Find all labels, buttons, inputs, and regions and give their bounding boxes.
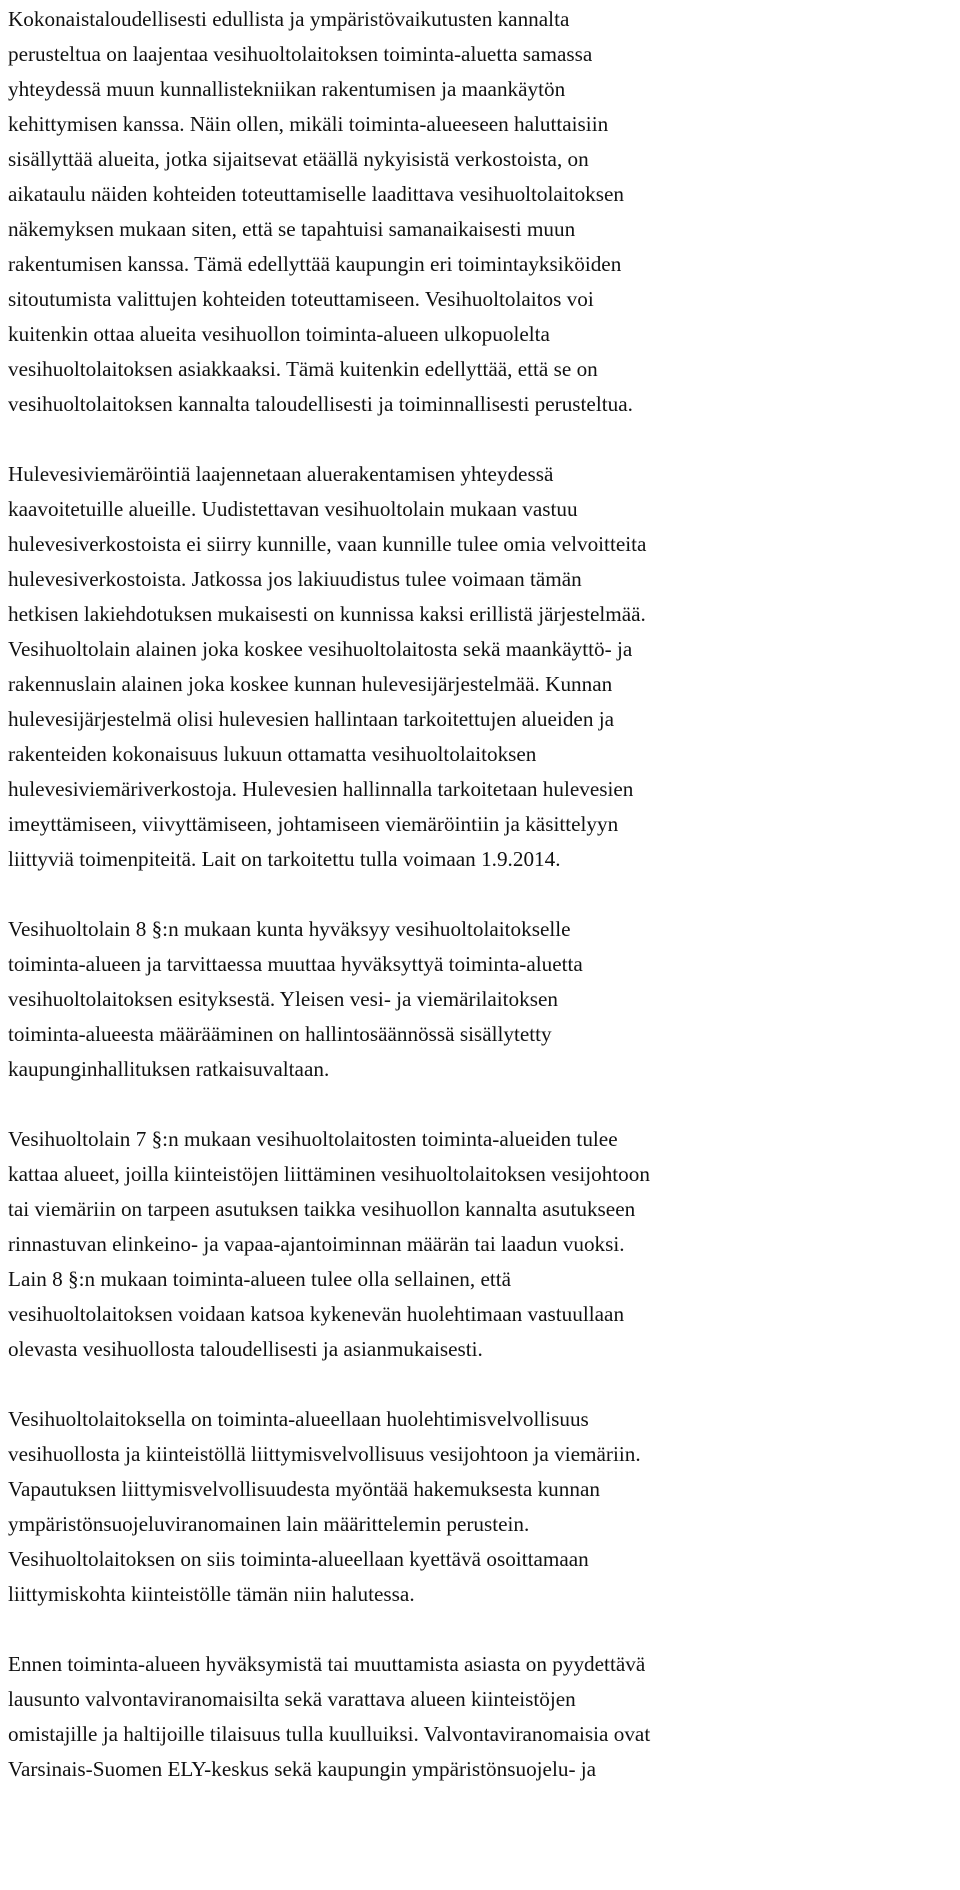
text-line: kaavoitetuille alueille. Uudistettavan vesihuoltolain mukaan vastuu xyxy=(8,497,578,521)
text-line: lausunto valvontaviranomaisilta sekä varattava alueen kiinteistöjen xyxy=(8,1687,576,1711)
text-line: omistajille ja haltijoille tilaisuus tulla kuulluiksi. Valvontaviranomaisia ovat xyxy=(8,1722,651,1746)
text-line: Kokonaistaloudellisesti edullista ja ympäristövaikutusten kannalta xyxy=(8,7,570,31)
text-line: hulevesiverkostoista. Jatkossa jos lakiuudistus tulee voimaan tämän xyxy=(8,567,582,591)
text-line: aikataulu näiden kohteiden toteuttamiselle laadittava vesihuoltolaitoksen xyxy=(8,182,625,206)
text-line: Hulevesiviemäröintiä laajennetaan aluerakentamisen yhteydessä xyxy=(8,462,554,486)
text-line: ympäristönsuojeluviranomainen lain määrittelemin perustein. xyxy=(8,1512,530,1536)
text-line: rakentumisen kanssa. Tämä edellyttää kaupungin eri toimintayksiköiden xyxy=(8,252,622,276)
paragraph-gap xyxy=(8,422,952,457)
text-line: rakenteiden kokonaisuus lukuun ottamatta vesihuoltolaitoksen xyxy=(8,742,537,766)
text-line: sisällyttää alueita, jotka sijaitsevat etäällä nykyisistä verkostoista, on xyxy=(8,147,589,171)
paragraph-gap xyxy=(8,1367,952,1402)
text-line: vesihuoltolaitoksen kannalta taloudellisesti ja toiminnallisesti perusteltua. xyxy=(8,392,633,416)
text-line: rakennuslain alainen joka koskee kunnan hulevesijärjestelmää. Kunnan xyxy=(8,672,613,696)
text-line: näkemyksen mukaan siten, että se tapahtuisi samanaikaisesti muun xyxy=(8,217,576,241)
text-line: kaupunginhallituksen ratkaisuvaltaan. xyxy=(8,1057,330,1081)
paragraph-gap xyxy=(8,1087,952,1122)
text-line: hulevesiviemäriverkostoja. Hulevesien hallinnalla tarkoitetaan hulevesien xyxy=(8,777,634,801)
text-line: Ennen toiminta-alueen hyväksymistä tai muuttamista asiasta on pyydettävä xyxy=(8,1652,646,1676)
text-line: vesihuollosta ja kiinteistöllä liittymisvelvollisuus vesijohtoon ja viemäriin. xyxy=(8,1442,641,1466)
paragraph-gap xyxy=(8,877,952,912)
text-line: Lain 8 §:n mukaan toiminta-alueen tulee olla sellainen, että xyxy=(8,1267,512,1291)
text-line: Vesihuoltolain 7 §:n mukaan vesihuoltolaitosten toiminta-alueiden tulee xyxy=(8,1127,618,1151)
paragraph xyxy=(8,912,952,1087)
text-line: yhteydessä muun kunnallistekniikan rakentumisen ja maankäytön xyxy=(8,77,566,101)
text-line: Vapautuksen liittymisvelvollisuudesta myöntää hakemuksesta kunnan xyxy=(8,1477,600,1501)
text-line: vesihuoltolaitoksen esityksestä. Yleisen vesi- ja viemärilaitoksen xyxy=(8,987,558,1011)
paragraph xyxy=(8,457,952,877)
text-line: toiminta-alueesta määrääminen on hallintosäännössä sisällytetty xyxy=(8,1022,552,1046)
paragraph xyxy=(8,1122,952,1367)
text-line: Vesihuoltolaitoksella on toiminta-alueellaan huolehtimisvelvollisuus xyxy=(8,1407,589,1431)
text-line: Vesihuoltolain 8 §:n mukaan kunta hyväksyy vesihuoltolaitokselle xyxy=(8,917,571,941)
text-line: toiminta-alueen ja tarvittaessa muuttaa hyväksyttyä toiminta-aluetta xyxy=(8,952,583,976)
text-line: Vesihuoltolaitoksen on siis toiminta-alueellaan kyettävä osoittamaan xyxy=(8,1547,589,1571)
paragraph xyxy=(8,2,952,422)
text-line: Varsinais-Suomen ELY-keskus sekä kaupungin ympäristönsuojelu- ja xyxy=(8,1757,597,1781)
paragraph xyxy=(8,1647,952,1787)
text-line: vesihuoltolaitoksen voidaan katsoa kykenevän huolehtimaan vastuullaan xyxy=(8,1302,625,1326)
text-line: kuitenkin ottaa alueita vesihuollon toiminta-alueen ulkopuolelta xyxy=(8,322,550,346)
paragraph-gap xyxy=(8,1612,952,1647)
text-line: kattaa alueet, joilla kiinteistöjen liittäminen vesihuoltolaitoksen vesijohtoon xyxy=(8,1162,650,1186)
text-line: Vesihuoltolain alainen joka koskee vesihuoltolaitosta sekä maankäyttö- ja xyxy=(8,637,633,661)
text-line: tai viemäriin on tarpeen asutuksen taikka vesihuollon kannalta asutukseen xyxy=(8,1197,636,1221)
text-line: hulevesijärjestelmä olisi hulevesien hallintaan tarkoitettujen alueiden ja xyxy=(8,707,614,731)
document-body xyxy=(8,2,952,1787)
text-line: hetkisen lakiehdotuksen mukaisesti on kunnissa kaksi erillistä järjestelmää. xyxy=(8,602,646,626)
text-line: rinnastuvan elinkeino- ja vapaa-ajantoiminnan määrän tai laadun vuoksi. xyxy=(8,1232,625,1256)
text-line: sitoutumista valittujen kohteiden toteuttamiseen. Vesihuoltolaitos voi xyxy=(8,287,594,311)
text-line: liittymiskohta kiinteistölle tämän niin halutessa. xyxy=(8,1582,415,1606)
paragraph xyxy=(8,1402,952,1612)
text-line: liittyviä toimenpiteitä. Lait on tarkoitettu tulla voimaan 1.9.2014. xyxy=(8,847,561,871)
text-line: hulevesiverkostoista ei siirry kunnille, vaan kunnille tulee omia velvoitteita xyxy=(8,532,647,556)
text-line: vesihuoltolaitoksen asiakkaaksi. Tämä kuitenkin edellyttää, että se on xyxy=(8,357,598,381)
text-line: imeyttämiseen, viivyttämiseen, johtamiseen viemäröintiin ja käsittelyyn xyxy=(8,812,619,836)
text-line: kehittymisen kanssa. Näin ollen, mikäli toiminta-alueeseen haluttaisiin xyxy=(8,112,609,136)
text-line: perusteltua on laajentaa vesihuoltolaitoksen toiminta-aluetta samassa xyxy=(8,42,593,66)
text-line: olevasta vesihuollosta taloudellisesti ja asianmukaisesti. xyxy=(8,1337,483,1361)
